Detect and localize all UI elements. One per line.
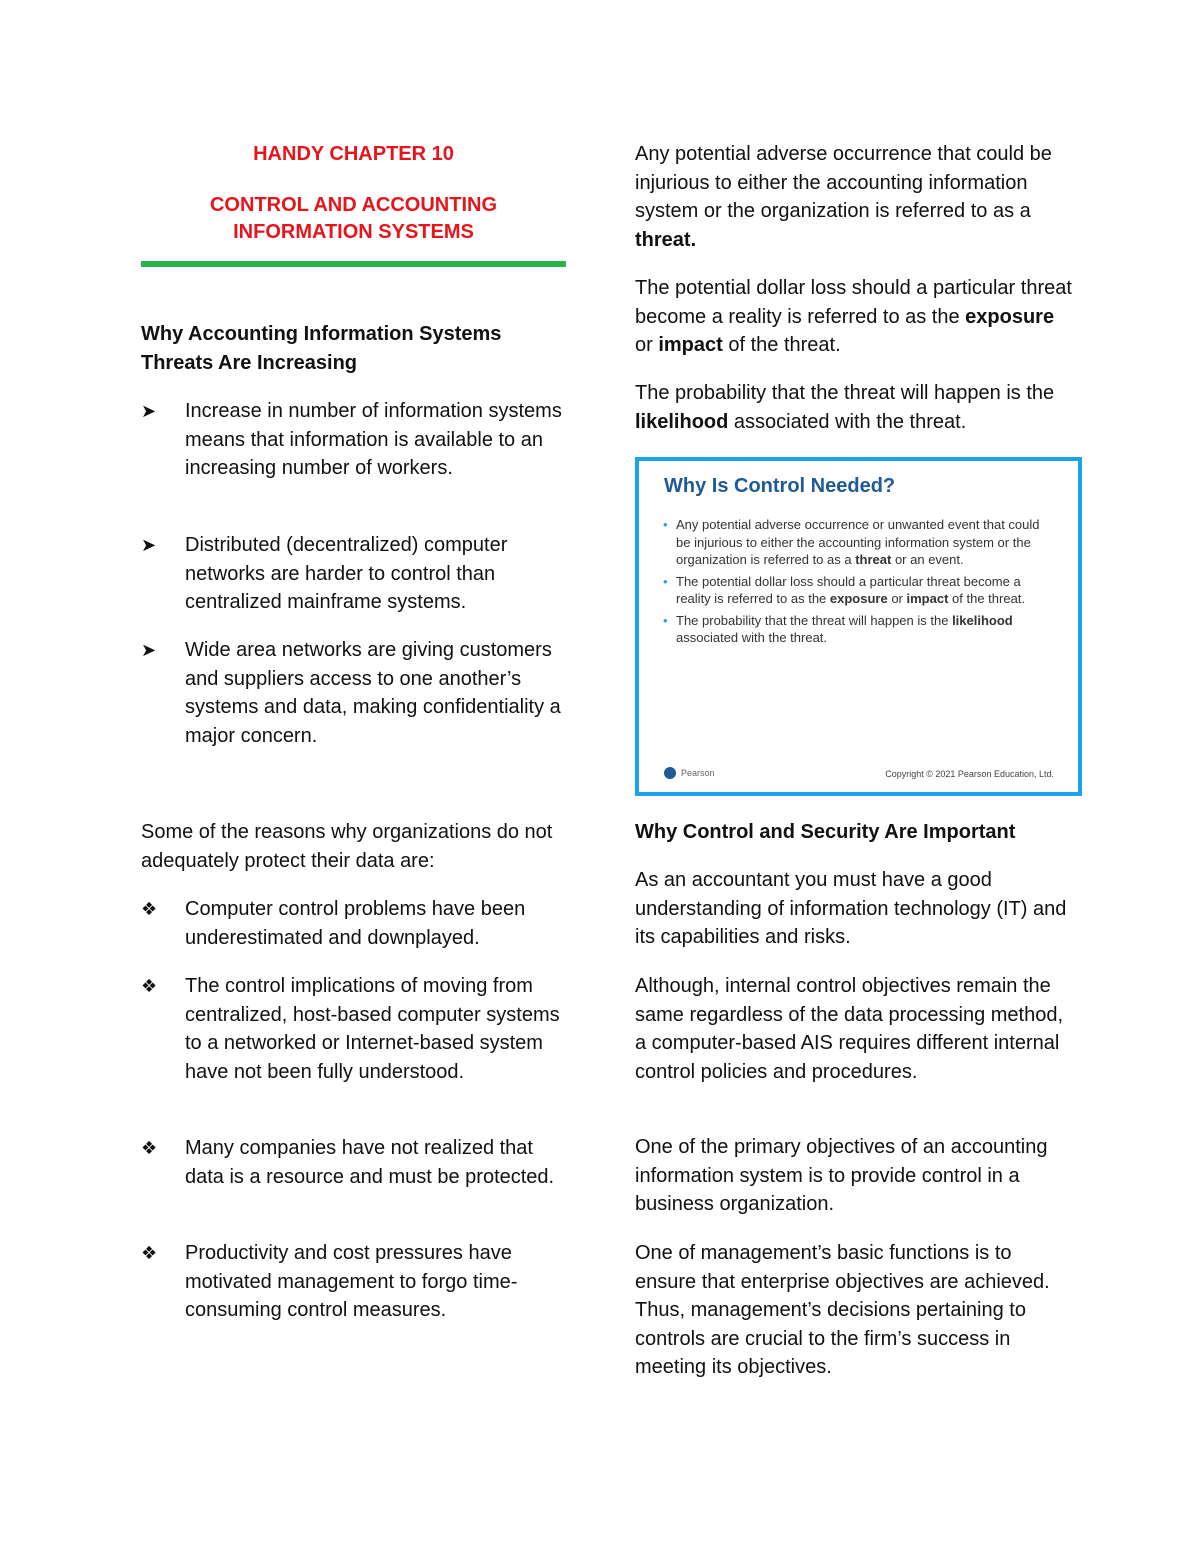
section-title-line1: CONTROL AND ACCOUNTING <box>209 194 498 216</box>
term-exposure: exposure <box>965 305 1055 328</box>
text-span: of the threat. <box>948 591 1026 606</box>
slide-image <box>635 457 1082 796</box>
slide-title: Why Is Control Needed? <box>664 475 896 497</box>
text-span: The potential dollar loss should a particular threat become a reality is referred to as the <box>635 277 1072 328</box>
list-item <box>141 1134 566 1191</box>
green-divider <box>141 261 566 267</box>
reasons-intro: Some of the reasons why organizations do not adequately protect their data are: <box>141 821 553 872</box>
term-likelihood: likelihood <box>635 410 729 433</box>
text-span: associated with the threat. <box>728 410 967 433</box>
slide-footer-brand <box>664 767 715 779</box>
exposure-definition <box>635 274 1075 360</box>
slide-bullet <box>663 612 1055 647</box>
slide-bullet <box>663 516 1055 569</box>
bullet-text: Wide area networks are giving customers and suppliers access to one another’s systems and data, making confidentiality a major concern. <box>185 639 561 747</box>
arrow-bullet-icon: ➤ <box>141 640 157 660</box>
management-paragraph: One of management’s basic functions is to ensure that enterprise objectives are achieved. Thus, management’s decisions pertaining to controls are crucial to the firm’s success in meeting its objectives. <box>635 1242 1050 1378</box>
bullet-text: Productivity and cost pressures have motivated management to forgo time-consuming control measures. <box>185 1242 518 1321</box>
brand-text: Pearson <box>681 768 715 778</box>
term-impact: impact <box>906 591 949 606</box>
slide-bullet-list <box>663 516 1055 651</box>
bullet-text: Computer control problems have been underestimated and downplayed. <box>185 898 526 949</box>
chapter-title: HANDY CHAPTER 10 <box>253 143 454 165</box>
list-item <box>141 531 566 617</box>
text-span: The probability that the threat will happen is the <box>635 382 1055 404</box>
list-item <box>141 895 566 952</box>
text-span: Any potential adverse occurrence that could be injurious to either the accounting information system or the organization is referred to as a <box>635 143 1052 222</box>
term-impact: impact <box>658 334 723 356</box>
slide-bullet <box>663 573 1055 608</box>
term-threat: threat. <box>635 228 697 251</box>
text-span: or <box>887 591 907 606</box>
text-span: Any potential adverse occurrence or unwanted event that could be injurious to either the accounting information system or the organization is referred to as a <box>676 517 1040 567</box>
term-exposure: exposure <box>829 591 888 606</box>
diamond-bullet-icon: ❖ <box>141 899 158 919</box>
control-security-heading: Why Control and Security Are Important <box>635 821 1016 843</box>
likelihood-definition <box>635 379 1075 436</box>
bullet-text: Distributed (decentralized) computer networks are harder to control than centralized mainframe systems. <box>185 534 508 613</box>
term-threat: threat <box>855 552 892 567</box>
text-span: or <box>635 334 659 356</box>
bullet-dot-icon: • <box>663 517 668 532</box>
bullet-text: Many companies have not realized that data is a resource and must be protected. <box>185 1137 555 1188</box>
list-item <box>141 972 566 1086</box>
text-span: The potential dollar loss should a particular threat become a reality is referred to as the <box>676 573 1021 606</box>
bullet-text: Increase in number of information systems means that information is available to an increasing number of workers. <box>185 400 562 479</box>
list-item <box>141 1239 566 1325</box>
list-item <box>141 397 566 483</box>
list-item <box>141 636 566 750</box>
diamond-bullet-icon: ❖ <box>141 1243 158 1263</box>
text-span: or an event. <box>891 552 964 567</box>
term-likelihood: likelihood <box>952 612 1013 628</box>
bullet-dot-icon: • <box>663 612 668 628</box>
text-span: of the threat. <box>722 334 841 356</box>
ais-objective-paragraph: One of the primary objectives of an accounting information system is to provide control in a business organization. <box>635 1136 1048 1215</box>
text-span: associated with the threat. <box>676 630 828 645</box>
internal-control-paragraph: Although, internal control objectives remain the same regardless of the data processing method, a computer-based AIS requires different internal control policies and procedures. <box>635 975 1064 1083</box>
threat-definition <box>635 140 1075 254</box>
diamond-bullet-icon: ❖ <box>141 976 158 996</box>
diamond-bullet-icon: ❖ <box>141 1138 158 1158</box>
section-title-line2: INFORMATION SYSTEMS <box>233 221 474 243</box>
threats-heading: Why Accounting Information Systems Threats Are Increasing <box>141 323 502 374</box>
bullet-dot-icon: • <box>663 573 668 589</box>
accountant-paragraph: As an accountant you must have a good understanding of information technology (IT) and its capabilities and risks. <box>635 869 1067 948</box>
arrow-bullet-icon: ➤ <box>141 535 157 555</box>
text-span: The probability that the threat will happen is the <box>676 612 953 628</box>
arrow-bullet-icon: ➤ <box>141 401 157 421</box>
slide-copyright: Copyright © 2021 Pearson Education, Ltd. <box>885 769 1054 779</box>
bullet-text: The control implications of moving from centralized, host-based computer systems to a networked or Internet-based system have not been fully understood. <box>185 975 560 1083</box>
pearson-logo-icon <box>664 767 676 779</box>
